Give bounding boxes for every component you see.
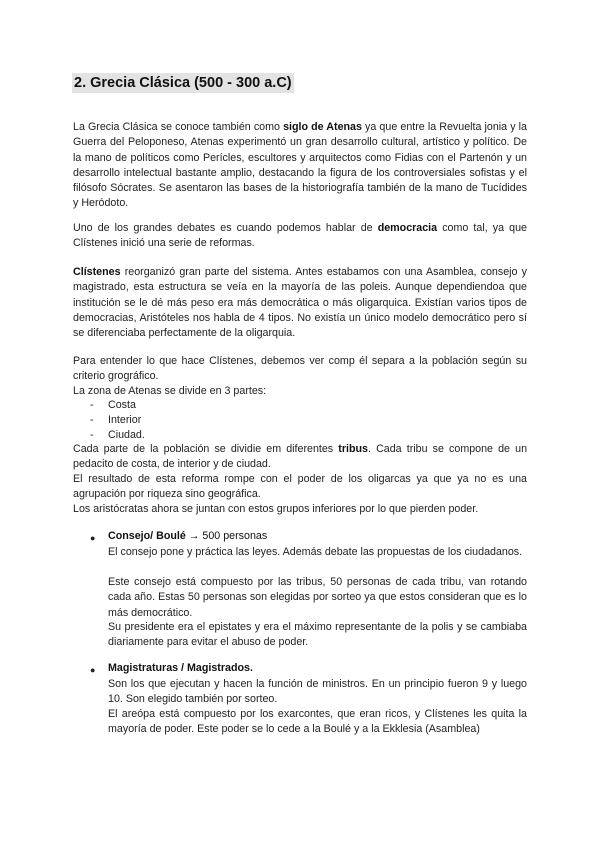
paragraph-democracia: Uno de los grandes debates es cuando podemos hablar de democracia como tal, ya que Clístenes inició una serie de reformas. [73,222,528,250]
boule-text-1: El consejo pone y práctica las leyes. Además debate las propuestas de los ciudadanos. [108,546,523,558]
paragraph-intro: La Grecia Clásica se conoce también como siglo de Atenas ya que entre la Revuelta jonia y la Guerra del Peloponeso, Atenas experimentó un gran desarrollo cultural, artístico y político. De la mano de políticos como Perícles, escultores y arquitectos como Fidias con el Partenón y un desarrollo intelectual bastante amplio, destacando la figura de los controversiales sofistas y el filósofo Sócrates. Se asentaron las bases de la historiografía también de la mano de Tucídides y Heródoto. [73,121,528,210]
zone-item: Interior [108,414,142,426]
magistraturas-heading: Magistraturas / Magistrados. [108,662,253,674]
paragraph-criterio: Para entender lo que hace Clístenes, debemos ver comp él separa a la población según su criterio grográfico. [73,355,527,383]
bullet-icon: ● [90,665,96,675]
zones-intro: La zona de Atenas se divide en 3 partes: [73,385,267,397]
magistraturas-text-1: Son los que ejecutan y hacen la función de ministros. En un principio fueron 9 y luego 10. Son elegido también por sorteo. [108,678,527,706]
list-dash: - [90,399,94,411]
zone-item: Ciudad. [108,429,145,441]
boule-heading: Consejo/ Boulé → 500 personas [108,530,268,542]
magistraturas-text-2: El areópa está compuesto por los exarcontes, que eran ricos, y Clístenes les quita la mayoría de poder. Este poder se lo cede a la Boulé y a la Ekklesia (Asamblea) [108,708,527,736]
boule-text-3: Su presidente era el epistates y era el máximo representante de la polis y se cambiaba diariamente para evitar el abuso de poder. [108,621,527,649]
list-dash: - [90,414,94,426]
list-dash: - [90,429,94,441]
paragraph-clistenes: Clístenes reorganizó gran parte del sistema. Antes estabamos con una Asamblea, consejo y magistrado, esta estructura se veía en la mayoría de las poleis. Aunque dependiendoa que institución se le dé más peso era más democrática o más oligarquica. Existían varios tipos de democracias, Aristóteles nos habla de 4 tipos. No existía un único modelo democrático pero sí se diferenciaba perfectamente de la oligarquia. [73,266,527,340]
paragraph-resultado: El resultado de esta reforma rompe con el poder de los oligarcas ya que ya no es una agrupación por riqueza sino geográfica. [73,473,527,501]
boule-text-2: Este consejo está compuesto por las tribus, 50 personas de cada tribu, van rotando cada año. Estas 50 personas son elegidas por sorteo ya que estos consideran que es lo más democrático. [108,576,527,619]
section-title: 2. Grecia Clásica (500 - 300 a.C) [74,75,292,91]
zone-item: Costa [108,399,136,411]
bullet-icon: ● [90,533,96,543]
paragraph-tribus: Cada parte de la población se dividie em diferentes tribus. Cada tribu se compone de un pedacito de costa, de interior y de ciudad. [73,443,528,471]
paragraph-aristocratas: Los aristócratas ahora se juntan con estos grupos inferiores por lo que pierden poder. [73,503,479,515]
